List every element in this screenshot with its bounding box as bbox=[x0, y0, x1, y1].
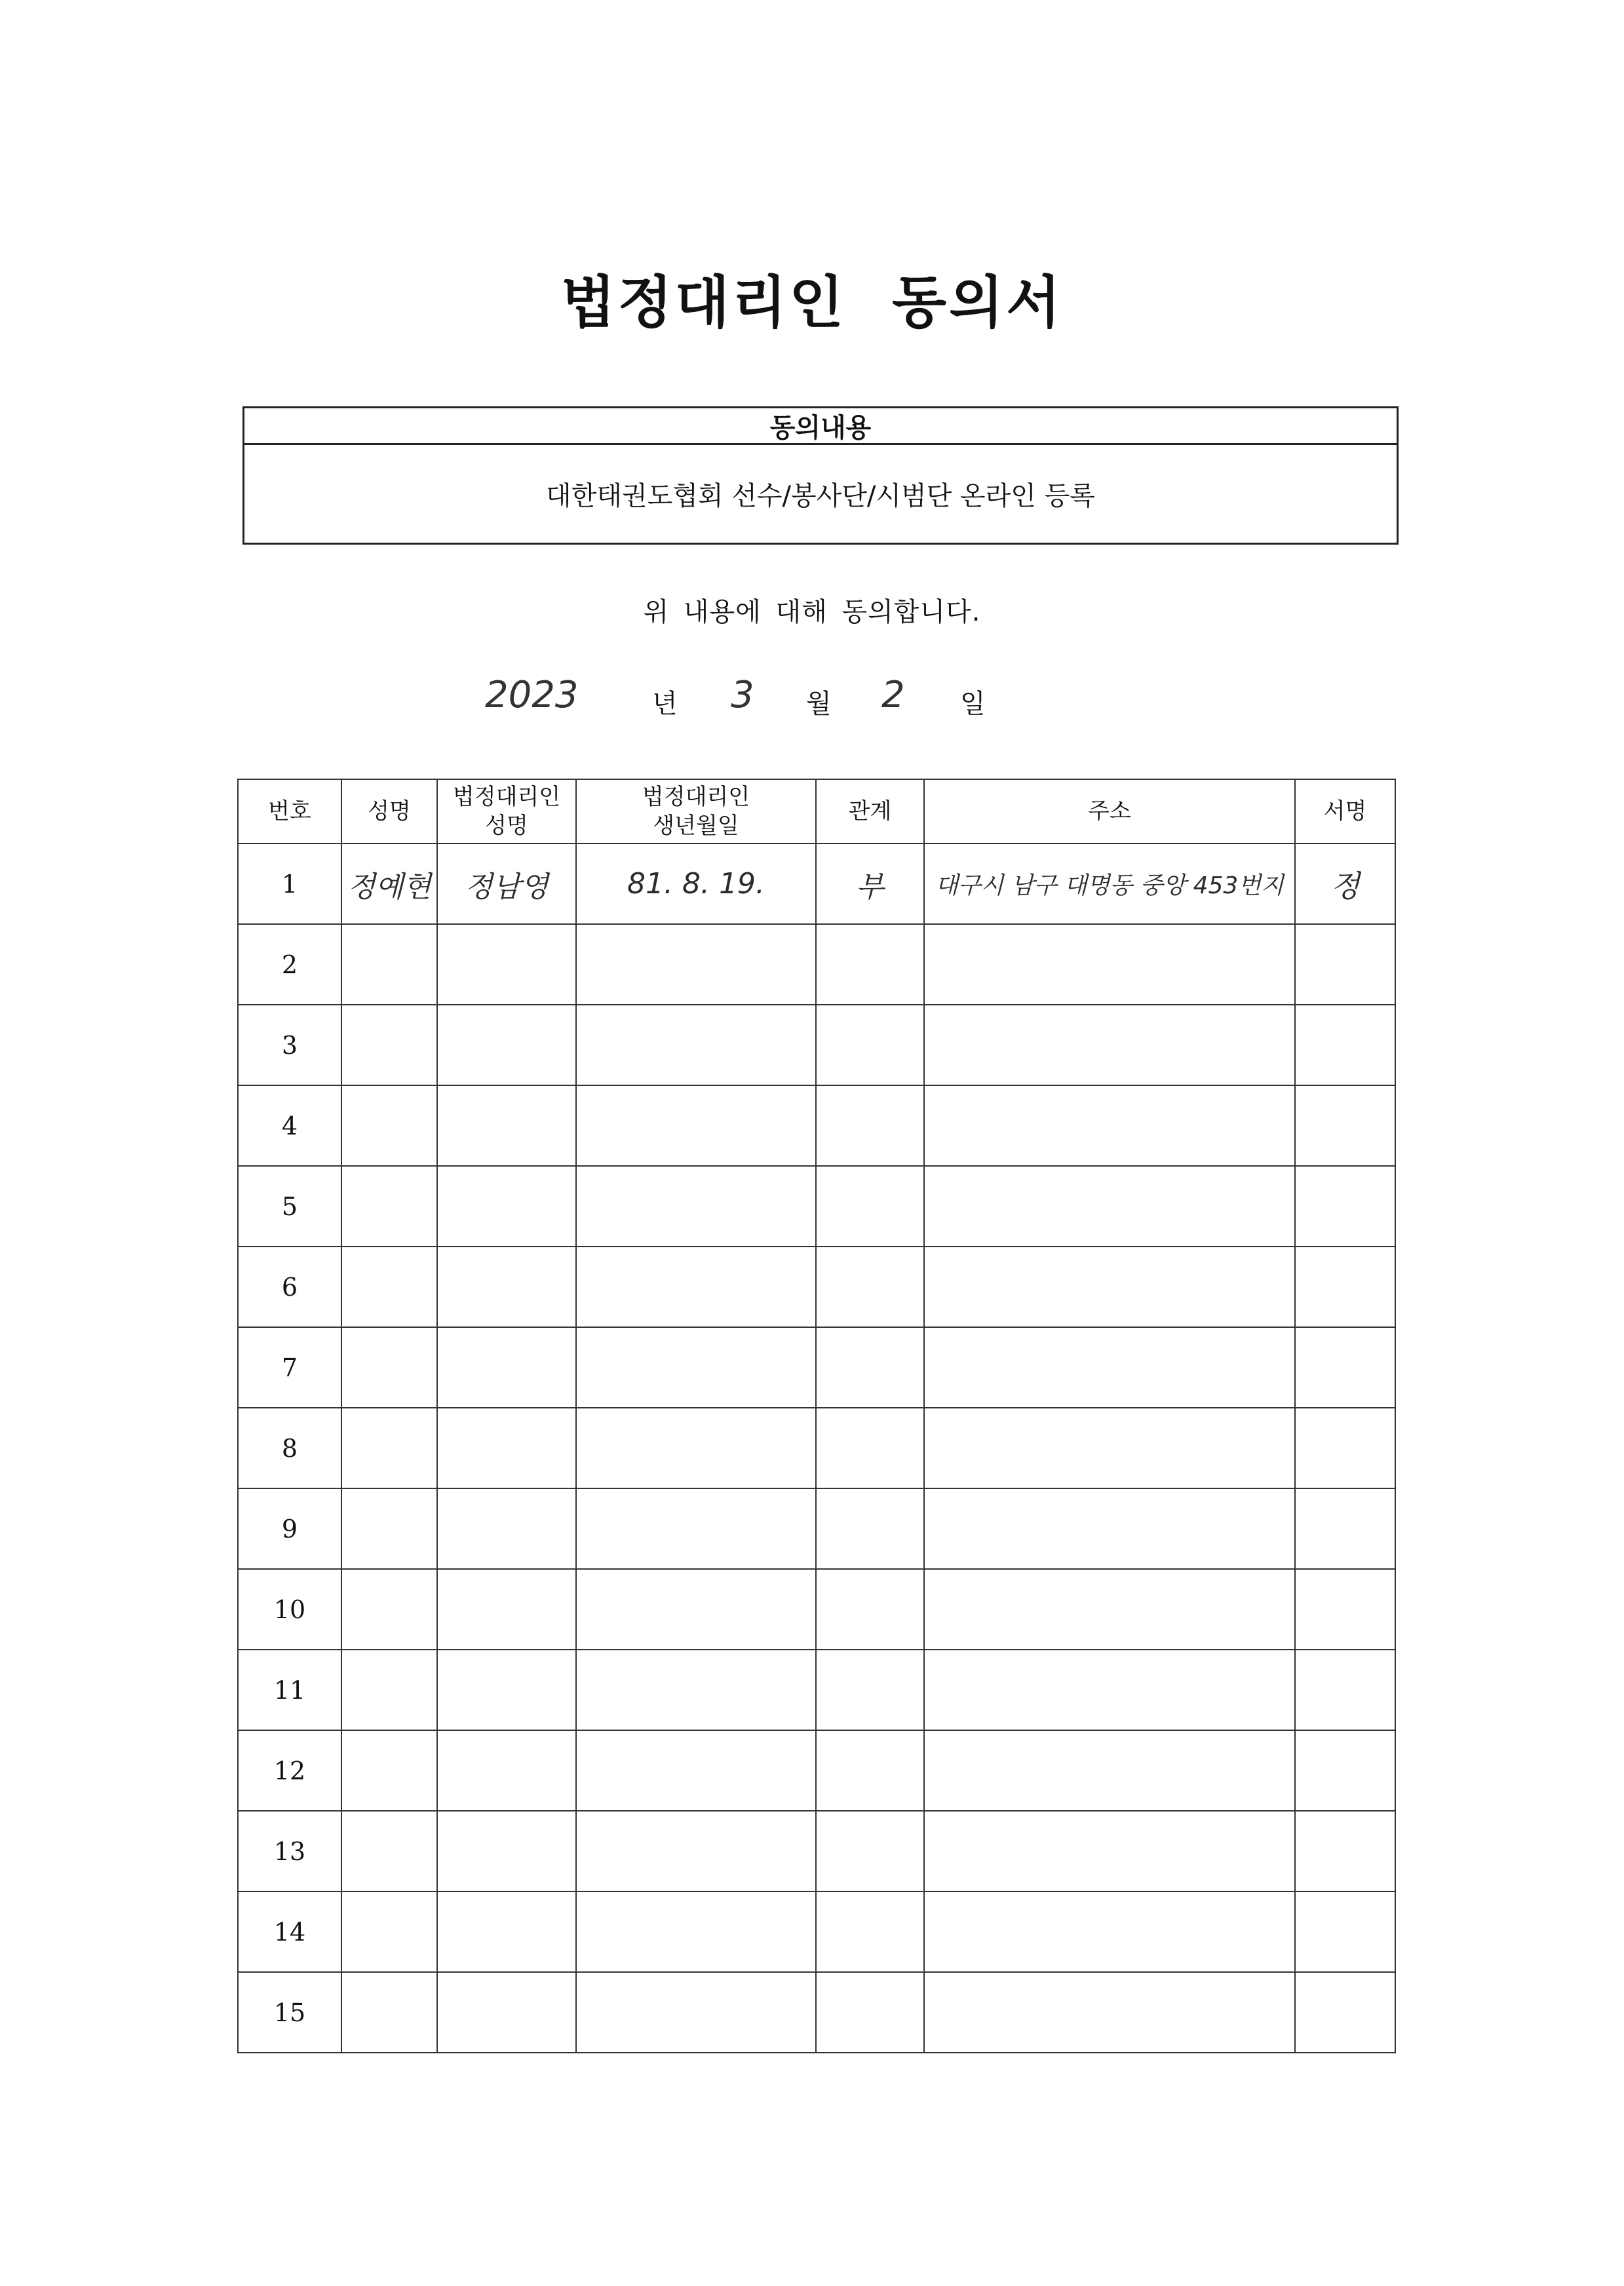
date-month: 3 bbox=[731, 674, 754, 716]
cell-relation bbox=[816, 1972, 924, 2053]
cell-no: 3 bbox=[238, 1005, 341, 1085]
cell-guardian-name bbox=[437, 1488, 576, 1569]
header-guardian-name bbox=[437, 779, 576, 843]
agree-statement: 위 내용에 대해 동의합니다. bbox=[643, 597, 981, 627]
cell-guardian-birth bbox=[576, 1327, 816, 1408]
cell-guardian-name bbox=[437, 1891, 576, 1972]
cell-signature bbox=[1295, 1488, 1395, 1569]
cell-guardian-birth bbox=[576, 1972, 816, 2053]
table-row bbox=[238, 1488, 1395, 1569]
cell-signature bbox=[1295, 1327, 1395, 1408]
cell-name bbox=[341, 1327, 437, 1408]
cell-relation bbox=[816, 1327, 924, 1408]
table-row bbox=[238, 843, 1395, 924]
cell-signature bbox=[1295, 924, 1395, 1005]
cell-relation bbox=[816, 1085, 924, 1166]
cell-guardian-name bbox=[437, 924, 576, 1005]
cell-name: 정예현 bbox=[341, 843, 437, 924]
date-day: 2 bbox=[881, 674, 905, 716]
table-row bbox=[238, 1408, 1395, 1488]
cell-signature bbox=[1295, 1569, 1395, 1650]
table-header-row bbox=[238, 779, 1395, 843]
header-guardian-birth-line2: 생년월일 bbox=[653, 813, 739, 839]
cell-no: 11 bbox=[238, 1650, 341, 1730]
cell-name bbox=[341, 1891, 437, 1972]
cell-guardian-birth bbox=[576, 1408, 816, 1488]
cell-name bbox=[341, 924, 437, 1005]
cell-guardian-name bbox=[437, 1650, 576, 1730]
cell-address bbox=[924, 1327, 1295, 1408]
cell-signature bbox=[1295, 1650, 1395, 1730]
cell-no: 12 bbox=[238, 1730, 341, 1811]
cell-guardian-birth bbox=[576, 1166, 816, 1247]
cell-address bbox=[924, 1650, 1295, 1730]
table-row bbox=[238, 1166, 1395, 1247]
cell-guardian-name bbox=[437, 1811, 576, 1891]
cell-guardian-birth bbox=[576, 1730, 816, 1811]
cell-guardian-birth: 81. 8. 19. bbox=[576, 843, 816, 924]
cell-guardian-birth bbox=[576, 1488, 816, 1569]
cell-guardian-name bbox=[437, 1085, 576, 1166]
cell-signature bbox=[1295, 1891, 1395, 1972]
cell-no: 1 bbox=[238, 843, 341, 924]
cell-guardian-birth bbox=[576, 1247, 816, 1327]
date-month-unit: 월 bbox=[806, 689, 832, 719]
header-guardian-birth-line1: 법정대리인 bbox=[642, 784, 750, 810]
cell-address bbox=[924, 1811, 1295, 1891]
cell-guardian-birth bbox=[576, 924, 816, 1005]
cell-address bbox=[924, 1005, 1295, 1085]
cell-guardian-birth bbox=[576, 1085, 816, 1166]
cell-name bbox=[341, 1247, 437, 1327]
date-day-unit: 일 bbox=[960, 689, 986, 719]
cell-signature bbox=[1295, 1166, 1395, 1247]
date-line bbox=[472, 668, 1062, 727]
cell-name bbox=[341, 1166, 437, 1247]
cell-address bbox=[924, 1730, 1295, 1811]
cell-no: 4 bbox=[238, 1085, 341, 1166]
cell-address bbox=[924, 1408, 1295, 1488]
table-row bbox=[238, 1891, 1395, 1972]
header-address: 주소 bbox=[924, 779, 1295, 843]
signature-mark: 정 bbox=[1330, 868, 1360, 904]
cell-signature bbox=[1295, 1408, 1395, 1488]
cell-relation bbox=[816, 1166, 924, 1247]
table-row bbox=[238, 1085, 1395, 1166]
consent-body: 대한태권도협회 선수/봉사단/시범단 온라인 등록 bbox=[546, 481, 1095, 511]
cell-guardian-name bbox=[437, 1247, 576, 1327]
cell-address bbox=[924, 1166, 1295, 1247]
cell-no: 5 bbox=[238, 1166, 341, 1247]
table-row bbox=[238, 1811, 1395, 1891]
cell-relation: 부 bbox=[816, 843, 924, 924]
cell-address bbox=[924, 1972, 1295, 2053]
cell-no: 8 bbox=[238, 1408, 341, 1488]
guardian-table bbox=[237, 779, 1396, 2053]
header-guardian-birth bbox=[576, 779, 816, 843]
header-signature: 서명 bbox=[1295, 779, 1395, 843]
table-row bbox=[238, 1972, 1395, 2053]
cell-guardian-birth bbox=[576, 1005, 816, 1085]
cell-signature bbox=[1295, 1247, 1395, 1327]
cell-name bbox=[341, 1408, 437, 1488]
cell-guardian-name: 정남영 bbox=[437, 843, 576, 924]
cell-address bbox=[924, 924, 1295, 1005]
cell-signature bbox=[1295, 1972, 1395, 2053]
header-guardian-name-line2: 성명 bbox=[485, 813, 528, 839]
cell-no: 6 bbox=[238, 1247, 341, 1327]
cell-name bbox=[341, 1085, 437, 1166]
cell-no: 2 bbox=[238, 924, 341, 1005]
cell-guardian-name bbox=[437, 1408, 576, 1488]
cell-address bbox=[924, 1085, 1295, 1166]
cell-guardian-name bbox=[437, 1327, 576, 1408]
cell-guardian-birth bbox=[576, 1650, 816, 1730]
cell-name bbox=[341, 1730, 437, 1811]
cell-no: 9 bbox=[238, 1488, 341, 1569]
table-row bbox=[238, 1569, 1395, 1650]
cell-guardian-birth bbox=[576, 1569, 816, 1650]
cell-guardian-name bbox=[437, 1569, 576, 1650]
cell-guardian-name bbox=[437, 1005, 576, 1085]
cell-address bbox=[924, 1569, 1295, 1650]
cell-relation bbox=[816, 1247, 924, 1327]
date-year-unit: 년 bbox=[652, 689, 678, 719]
cell-relation bbox=[816, 1730, 924, 1811]
cell-address bbox=[924, 1891, 1295, 1972]
cell-signature bbox=[1295, 1005, 1395, 1085]
cell-signature bbox=[1295, 1730, 1395, 1811]
cell-relation bbox=[816, 924, 924, 1005]
cell-guardian-birth bbox=[576, 1811, 816, 1891]
cell-no: 13 bbox=[238, 1811, 341, 1891]
cell-no: 14 bbox=[238, 1891, 341, 1972]
table-row bbox=[238, 1650, 1395, 1730]
cell-guardian-birth bbox=[576, 1891, 816, 1972]
cell-signature bbox=[1295, 843, 1395, 924]
header-name: 성명 bbox=[341, 779, 437, 843]
cell-name bbox=[341, 1488, 437, 1569]
document-title: 법정대리인 동의서 bbox=[560, 270, 1064, 336]
header-relation: 관계 bbox=[816, 779, 924, 843]
cell-relation bbox=[816, 1005, 924, 1085]
cell-address bbox=[924, 1247, 1295, 1327]
consent-header: 동의내용 bbox=[244, 408, 1397, 445]
cell-signature bbox=[1295, 1811, 1395, 1891]
cell-guardian-name bbox=[437, 1730, 576, 1811]
consent-box bbox=[242, 406, 1399, 545]
cell-relation bbox=[816, 1650, 924, 1730]
cell-guardian-name bbox=[437, 1972, 576, 2053]
cell-relation bbox=[816, 1488, 924, 1569]
cell-no: 15 bbox=[238, 1972, 341, 2053]
cell-name bbox=[341, 1569, 437, 1650]
cell-no: 7 bbox=[238, 1327, 341, 1408]
cell-name bbox=[341, 1650, 437, 1730]
header-no: 번호 bbox=[238, 779, 341, 843]
cell-no: 10 bbox=[238, 1569, 341, 1650]
table-row bbox=[238, 1730, 1395, 1811]
header-guardian-name-line1: 법정대리인 bbox=[452, 784, 561, 810]
cell-name bbox=[341, 1005, 437, 1085]
cell-relation bbox=[816, 1569, 924, 1650]
cell-signature bbox=[1295, 1085, 1395, 1166]
table-row bbox=[238, 1327, 1395, 1408]
cell-name bbox=[341, 1972, 437, 2053]
table-row bbox=[238, 1005, 1395, 1085]
cell-address bbox=[924, 1488, 1295, 1569]
table-row bbox=[238, 1247, 1395, 1327]
guardian-table-wrap bbox=[237, 779, 1395, 2053]
cell-address: 대구시 남구 대명동 중앙 453번지 bbox=[924, 843, 1295, 924]
cell-relation bbox=[816, 1811, 924, 1891]
cell-name bbox=[341, 1811, 437, 1891]
date-year: 2023 bbox=[485, 674, 579, 716]
cell-guardian-name bbox=[437, 1166, 576, 1247]
cell-relation bbox=[816, 1891, 924, 1972]
table-row bbox=[238, 924, 1395, 1005]
cell-relation bbox=[816, 1408, 924, 1488]
